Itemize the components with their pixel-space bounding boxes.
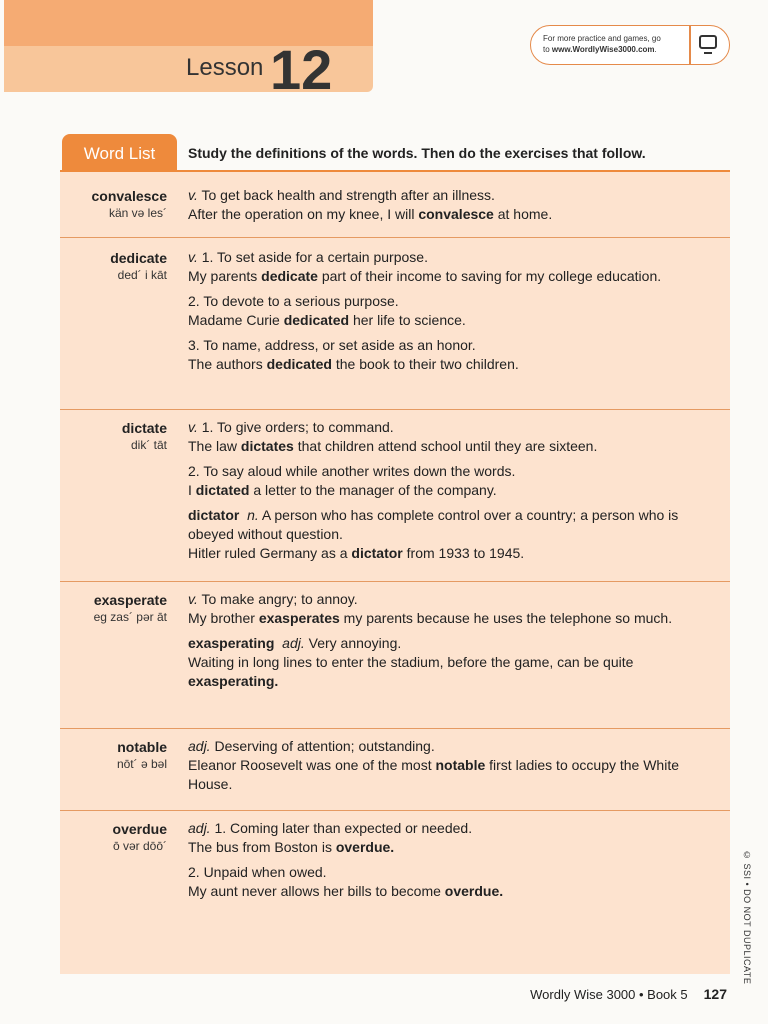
entry-overdue <box>60 811 730 974</box>
page-number: 127 <box>703 986 727 1002</box>
headword: overdue <box>112 821 167 837</box>
page-footer <box>530 986 727 1002</box>
word-list-tab: Word List <box>62 134 177 172</box>
pronunciation: nōt´ ə bəl <box>116 757 167 771</box>
pronunciation: eg zas´ pər āt <box>93 610 167 624</box>
definition-block: adj. 1. Coming later than expected or needed. The bus from Boston is overdue. 2. Unpaid when owed. My aunt never allows her bills to become overdue. <box>188 820 504 899</box>
entry-notable <box>60 729 730 811</box>
pronunciation: ded´ i kāt <box>117 268 167 282</box>
entry-dictate <box>60 410 730 582</box>
headword: dictate <box>121 420 167 436</box>
entry-convalesce <box>60 170 730 238</box>
headword: dedicate <box>110 250 167 266</box>
definition-block: v. 1. To set aside for a certain purpose. My parents dedicate part of their income to saving for my college education. 2. To devote to a serious purpose. Madame Curie dedicated her life to science. 3. To name, address, or set aside as an honor. The authors dedicated the book to their two children. <box>188 249 662 372</box>
entry-dedicate <box>60 238 730 410</box>
headword: convalesce <box>91 188 167 204</box>
lesson-number: 12 <box>270 38 333 101</box>
promo-divider <box>689 26 691 64</box>
definition-block: v. 1. To give orders; to command. The law dictates that children attend school until they are sixteen. 2. To say aloud while another writes down the words. I dictated a letter to the manager of the company. dictator n. A person who has complete control over a country; a person who is obeyed without question. Hitler ruled Germany as a dictator from 1933 to 1945. <box>188 419 679 561</box>
book-title: Wordly Wise 3000 • Book 5 <box>530 987 688 1002</box>
headword: notable <box>117 739 167 755</box>
computer-monitor-icon <box>699 35 717 49</box>
pronunciation: dik´ tāt <box>130 438 167 452</box>
word-list-panel <box>60 170 730 974</box>
promo-box[interactable] <box>530 25 730 65</box>
entry-exasperate <box>60 582 730 729</box>
lesson-label: Lesson <box>186 54 264 81</box>
copyright-notice: © SSI • DO NOT DUPLICATE <box>742 850 752 985</box>
pronunciation: ō vər dōō´ <box>112 839 167 853</box>
promo-text: For more practice and games, go to www.WordlyWise3000.com. <box>543 34 661 54</box>
definition-block: v. To make angry; to annoy. My brother exasperates my parents because he uses the telephone so much. exasperating adj. Very annoying. Waiting in long lines to enter the stadium, before the game, can be quite exasperating. <box>188 591 673 689</box>
promo-url-link[interactable]: www.WordlyWise3000.com <box>551 45 655 54</box>
definition-block: v. To get back health and strength after an illness. After the operation on my knee, I will convalesce at home. <box>188 187 553 222</box>
instruction-text: Study the definitions of the words. Then do the exercises that follow. <box>188 145 646 161</box>
headword: exasperate <box>93 592 167 608</box>
definition-block: adj. Deserving of attention; outstanding. Eleanor Roosevelt was one of the most notable first ladies to occupy the White House. <box>188 738 680 792</box>
pronunciation: kän və les´ <box>108 206 167 220</box>
